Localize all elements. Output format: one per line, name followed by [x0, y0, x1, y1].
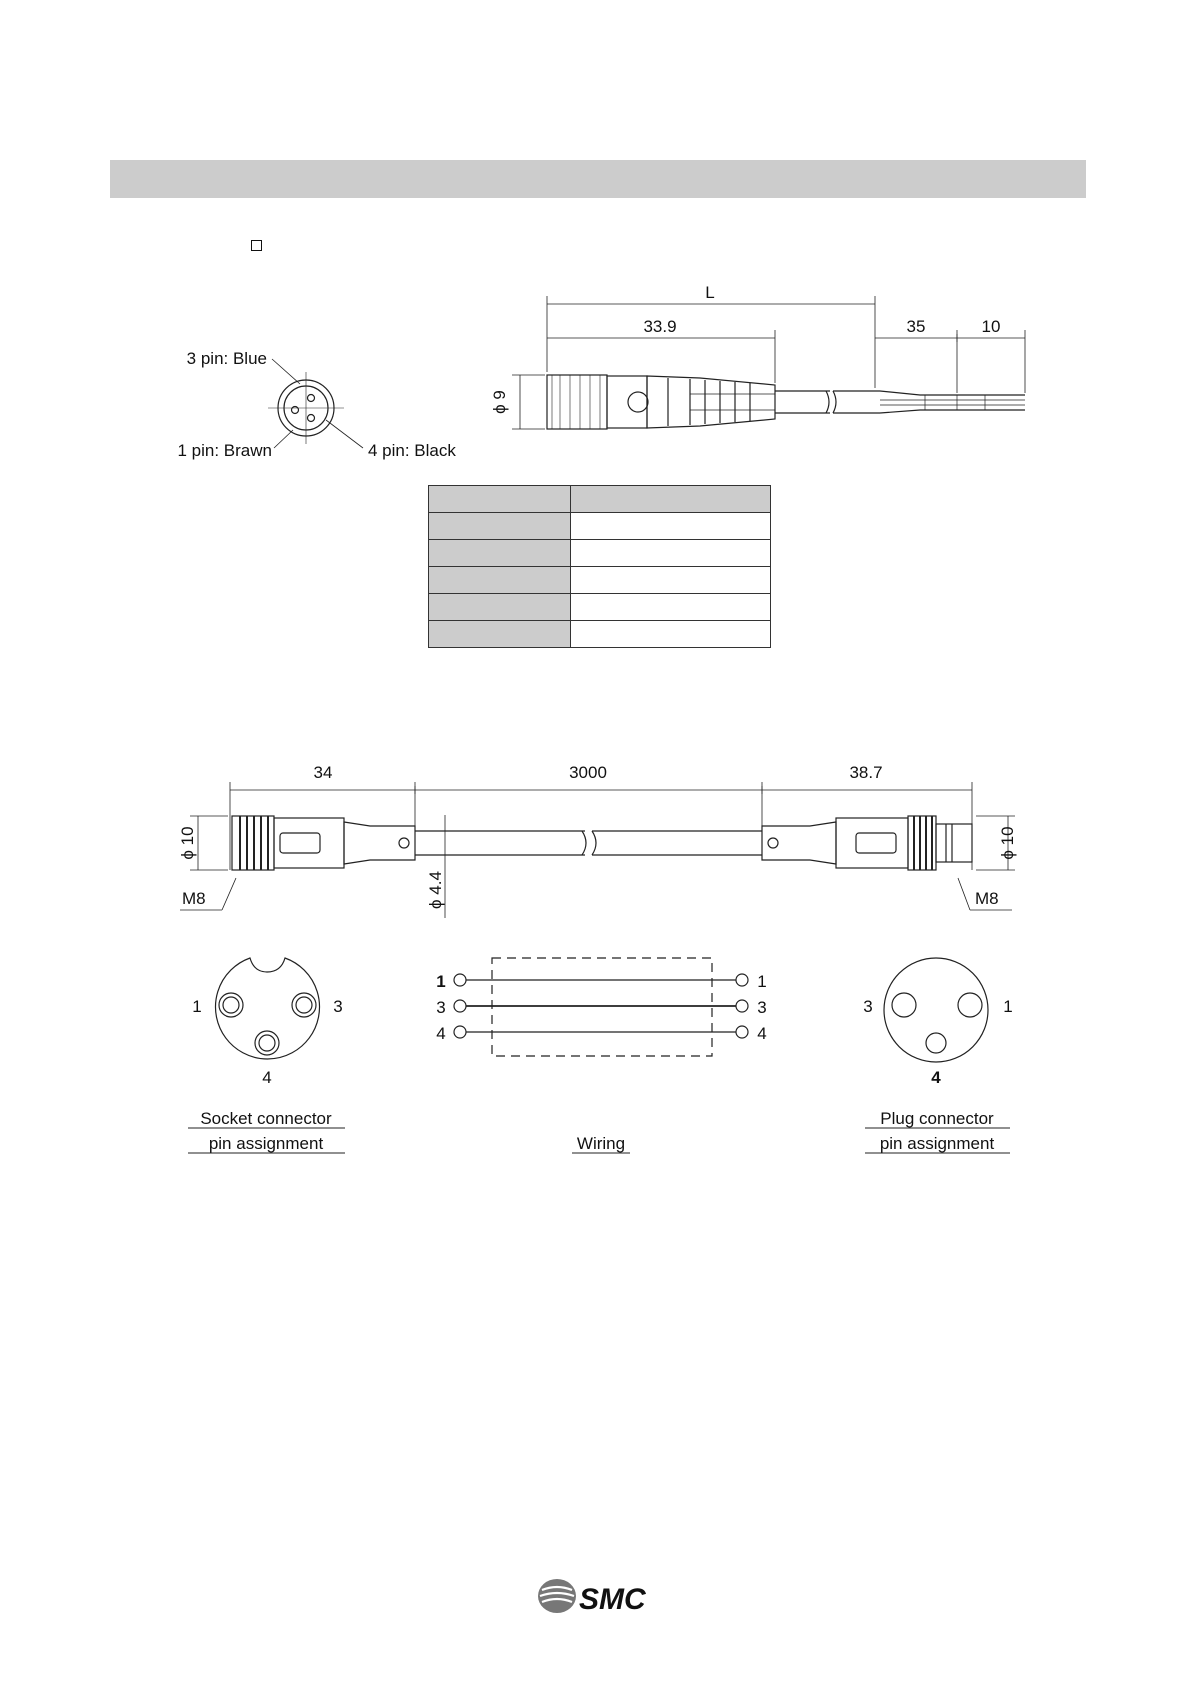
table-cell [571, 486, 771, 513]
cable-nut [547, 375, 607, 429]
socket-face [215, 958, 319, 1059]
table-cell [429, 540, 571, 567]
table-row [429, 594, 771, 621]
dim-diameter: ϕ 9 [490, 390, 509, 414]
plug-pin-3: 3 [863, 997, 873, 1016]
table-cell [571, 594, 771, 621]
smc-logo-swirl [538, 1579, 576, 1613]
plug-face [884, 958, 988, 1062]
table-row [429, 486, 771, 513]
socket-caption-line1: Socket connector [200, 1109, 332, 1128]
wiring-caption: Wiring [576, 1134, 626, 1153]
wiring-left-pin-3: 3 [436, 998, 446, 1017]
plug-pin-4: 4 [931, 1068, 941, 1087]
table-cell [429, 486, 571, 513]
pin1-label: 1 pin: Brawn [177, 441, 272, 460]
wiring-left-pin-1: 1 [436, 972, 446, 991]
wiring-left-pin-4: 4 [436, 1024, 446, 1043]
socket-pin-3: 3 [333, 997, 343, 1016]
extension-cable-drawing [0, 740, 1191, 1170]
dim-strip-length: 35 [906, 317, 926, 336]
smc-logo-text: SMC [579, 1583, 646, 1616]
plug-caption-line1: Plug connector [880, 1109, 994, 1128]
plug-pin-1: 1 [1003, 997, 1013, 1016]
right-thread-label: M8 [975, 889, 999, 908]
left-thread-label: M8 [182, 889, 206, 908]
dim-length-l: L [705, 283, 715, 302]
table-cell [571, 567, 771, 594]
table-row [429, 513, 771, 540]
dim-right-length: 38.7 [849, 763, 883, 782]
socket-caption-line2: pin assignment [208, 1134, 324, 1153]
table-cell [571, 513, 771, 540]
wiring-right-pin-3: 3 [757, 998, 767, 1017]
dim-left-diameter: ϕ 10 [178, 826, 197, 860]
dim-left-length: 34 [313, 763, 333, 782]
dim-cable-diameter: ϕ 4.4 [426, 871, 445, 909]
spec-table [428, 485, 771, 648]
table-row [429, 540, 771, 567]
connector-cable-drawing [0, 0, 1191, 470]
dim-connector-length: 33.9 [643, 317, 677, 336]
table-cell [429, 567, 571, 594]
wiring-shield [492, 958, 712, 1056]
dim-wire-end: 10 [981, 317, 1001, 336]
pin3-label: 3 pin: Blue [186, 349, 267, 368]
table-row [429, 567, 771, 594]
table-cell [429, 594, 571, 621]
smc-logo [535, 1570, 665, 1620]
socket-pin-4: 4 [262, 1068, 272, 1087]
plug-caption-line2: pin assignment [879, 1134, 995, 1153]
table-cell [571, 540, 771, 567]
table-row [429, 621, 771, 648]
table-cell [571, 621, 771, 648]
wiring-right-pin-4: 4 [757, 1024, 767, 1043]
table-cell [429, 513, 571, 540]
dim-right-diameter: ϕ 10 [998, 826, 1017, 860]
socket-pin-1: 1 [192, 997, 202, 1016]
pin4-label: 4 pin: Black [368, 441, 456, 460]
wiring-right-pin-1: 1 [757, 972, 767, 991]
dim-cable-length: 3000 [569, 763, 607, 782]
table-cell [429, 621, 571, 648]
